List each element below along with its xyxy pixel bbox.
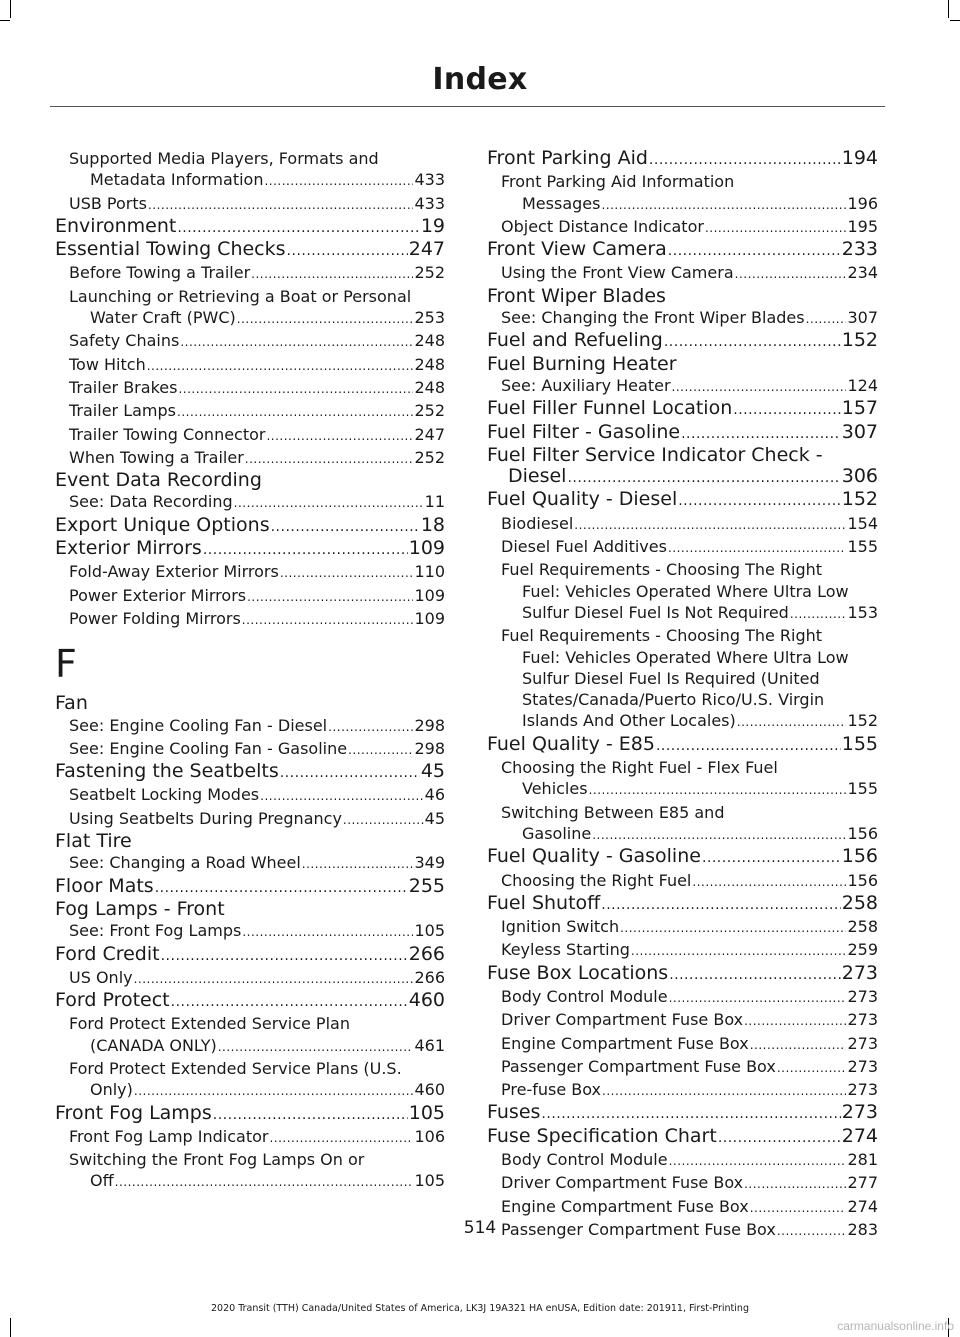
watermark: carmanualsonline.info xyxy=(837,1319,954,1333)
index-entry[interactable]: Fuel Filter - Gasoline ..... 307 xyxy=(487,422,878,445)
index-subentry[interactable]: States/Canada/Puerto Rico/U.S. Virgin xyxy=(522,690,825,710)
index-subentry[interactable]: Body Control Module ..... 281 xyxy=(487,1149,878,1172)
index-subentry[interactable]: USB Ports ..... 433 xyxy=(55,193,445,216)
index-entry[interactable]: Fuel Quality - E85 ..... 155 xyxy=(487,734,878,757)
index-subentry[interactable]: Engine Compartment Fuse Box ..... 274 xyxy=(487,1196,878,1219)
index-subentry[interactable]: Driver Compartment Fuse Box ..... 273 xyxy=(487,1009,878,1032)
index-entry[interactable]: Exterior Mirrors ..... 109 xyxy=(55,538,445,561)
index-subentry[interactable]: Trailer Brakes ..... 248 xyxy=(55,377,445,400)
index-subentry[interactable]: Passenger Compartment Fuse Box ..... 283 xyxy=(487,1219,878,1242)
index-subentry[interactable]: Front Parking Aid Information xyxy=(501,172,735,192)
index-entry[interactable]: Floor Mats ..... 255 xyxy=(55,876,445,899)
index-subentry[interactable]: Fuel Requirements - Choosing The Right xyxy=(501,560,823,580)
index-subentry[interactable]: When Towing a Trailer ..... 252 xyxy=(55,447,445,470)
index-subentry[interactable]: Safety Chains ..... 248 xyxy=(55,330,445,353)
index-entry[interactable]: Ford Credit ..... 266 xyxy=(55,944,445,967)
index-entry[interactable]: Front View Camera ..... 233 xyxy=(487,239,878,262)
index-subentry[interactable]: Seatbelt Locking Modes ..... 46 xyxy=(55,784,445,807)
index-subentry[interactable]: Engine Compartment Fuse Box ..... 273 xyxy=(487,1033,878,1056)
index-entry[interactable]: Fuel Burning Heater xyxy=(487,352,677,375)
index-subentry[interactable]: Ford Protect Extended Service Plan xyxy=(69,1014,350,1034)
index-subentry[interactable]: See: Engine Cooling Fan - Diesel ..... 298 xyxy=(55,715,445,738)
index-subentry[interactable]: Fuel: Vehicles Operated Where Ultra Low xyxy=(522,647,849,667)
index-entry[interactable]: Fastening the Seatbelts ..... 45 xyxy=(55,761,445,784)
index-subentry[interactable]: Choosing the Right Fuel ..... 156 xyxy=(487,870,878,893)
index-subentry[interactable]: Driver Compartment Fuse Box ..... 277 xyxy=(487,1172,878,1195)
index-subentry[interactable]: Passenger Compartment Fuse Box ..... 273 xyxy=(487,1056,878,1079)
index-entry[interactable]: Front Parking Aid ..... 194 xyxy=(487,148,878,171)
index-subentry[interactable]: Trailer Towing Connector ..... 247 xyxy=(55,424,445,447)
index-entry[interactable]: Front Wiper Blades xyxy=(487,284,666,307)
index-subentry[interactable]: Supported Media Players, Formats and xyxy=(69,149,379,168)
index-subentry[interactable]: US Only ..... 266 xyxy=(55,967,445,990)
index-subentry[interactable]: Off ..... 105 xyxy=(55,1170,445,1193)
index-subentry[interactable]: Power Exterior Mirrors ..... 109 xyxy=(55,585,445,608)
index-subentry[interactable]: Before Towing a Trailer ..... 252 xyxy=(55,262,445,285)
index-subentry[interactable]: Fuel Requirements - Choosing The Right xyxy=(501,626,823,646)
page-number: 514 xyxy=(463,1218,497,1238)
index-entry[interactable]: Flat Tire xyxy=(55,830,132,853)
crop-mark xyxy=(10,1318,11,1337)
index-entry[interactable]: Fuel Filter Service Indicator Check - xyxy=(487,443,823,466)
crop-mark xyxy=(950,20,960,21)
index-subentry[interactable]: Metadata Information ..... 433 xyxy=(55,169,445,192)
index-subentry[interactable]: Fuel: Vehicles Operated Where Ultra Low xyxy=(522,581,849,601)
index-entry[interactable]: Essential Towing Checks ..... 247 xyxy=(55,239,445,262)
index-subentry[interactable]: Tow Hitch ..... 248 xyxy=(55,354,445,377)
index-subentry[interactable]: Sulfur Diesel Fuel Is Required (United xyxy=(522,668,820,688)
index-subentry[interactable]: See: Data Recording ..... 11 xyxy=(55,491,445,514)
index-subentry[interactable]: Trailer Lamps ..... 252 xyxy=(55,400,445,423)
index-entry[interactable]: Fuse Box Locations ..... 273 xyxy=(487,963,878,986)
index-subentry[interactable]: Water Craft (PWC) ..... 253 xyxy=(55,307,445,330)
index-subentry[interactable]: Diesel Fuel Additives ..... 155 xyxy=(487,536,878,559)
index-subentry[interactable]: Choosing the Right Fuel - Flex Fuel xyxy=(501,758,778,778)
index-subentry[interactable]: See: Changing a Road Wheel ..... 349 xyxy=(55,852,445,875)
index-subentry[interactable]: Keyless Starting ..... 259 xyxy=(487,939,878,962)
crop-mark xyxy=(0,20,10,21)
index-subentry[interactable]: Power Folding Mirrors ..... 109 xyxy=(55,608,445,631)
index-subentry[interactable]: Ford Protect Extended Service Plans (U.S. xyxy=(69,1058,402,1078)
index-entry[interactable]: Fuel Quality - Diesel ..... 152 xyxy=(487,489,878,512)
index-entry[interactable]: Event Data Recording xyxy=(55,469,262,492)
index-column-right xyxy=(487,148,878,1242)
section-letter: F xyxy=(55,642,77,687)
index-subentry[interactable]: (CANADA ONLY) ..... 461 xyxy=(55,1035,445,1058)
index-subentry[interactable]: Gasoline ..... 156 xyxy=(487,823,878,846)
index-subentry[interactable]: Vehicles ..... 155 xyxy=(487,778,878,801)
index-entry[interactable]: Fan xyxy=(55,692,88,715)
index-subentry[interactable]: Launching or Retrieving a Boat or Personal xyxy=(69,286,412,306)
crop-mark xyxy=(10,0,11,18)
index-subentry[interactable]: Only) ..... 460 xyxy=(55,1079,445,1102)
index-subentry[interactable]: Ignition Switch ..... 258 xyxy=(487,916,878,939)
index-subentry[interactable]: Object Distance Indicator ..... 195 xyxy=(487,216,878,239)
index-subentry[interactable]: Switching the Front Fog Lamps On or xyxy=(69,1150,365,1170)
index-subentry[interactable]: See: Front Fog Lamps ..... 105 xyxy=(55,920,445,943)
index-entry[interactable]: Fuel Filler Funnel Location ..... 157 xyxy=(487,398,878,421)
index-subentry[interactable]: Using the Front View Camera ..... 234 xyxy=(487,262,878,285)
header-divider xyxy=(50,106,885,107)
index-subentry[interactable]: Messages ..... 196 xyxy=(487,193,878,216)
index-entry[interactable]: Fuse Specification Chart ..... 274 xyxy=(487,1126,878,1149)
index-entry[interactable]: Ford Protect ..... 460 xyxy=(55,990,445,1013)
index-subentry[interactable]: Fold-Away Exterior Mirrors ..... 110 xyxy=(55,561,445,584)
page-title: Index xyxy=(432,62,528,97)
index-subentry[interactable]: See: Engine Cooling Fan - Gasoline ..... 298 xyxy=(55,738,445,761)
crop-mark xyxy=(948,0,949,18)
index-entry[interactable]: Fog Lamps - Front xyxy=(55,897,225,920)
index-entry[interactable]: Front Fog Lamps ..... 105 xyxy=(55,1103,445,1126)
index-subentry[interactable]: See: Auxiliary Heater ..... 124 xyxy=(487,375,878,398)
index-entry[interactable]: Fuel Quality - Gasoline ..... 156 xyxy=(487,846,878,869)
index-subentry[interactable]: Switching Between E85 and xyxy=(501,802,725,822)
index-subentry[interactable]: See: Changing the Front Wiper Blades ..... 307 xyxy=(487,307,878,330)
index-subentry[interactable]: Front Fog Lamp Indicator ..... 106 xyxy=(55,1126,445,1149)
index-entry[interactable]: Diesel ..... 306 xyxy=(487,466,878,489)
footer-edition-text: 2020 Transit (TTH) Canada/United States of America, LK3J 19A321 HA enUSA, Edition date: 201911, First-Printing xyxy=(211,1303,749,1314)
index-subentry[interactable]: Biodiesel ..... 154 xyxy=(487,513,878,536)
index-subentry[interactable]: Sulfur Diesel Fuel Is Not Required ..... 153 xyxy=(487,602,878,625)
index-entry[interactable]: Export Unique Options ..... 18 xyxy=(55,515,445,538)
index-subentry[interactable]: Body Control Module ..... 273 xyxy=(487,986,878,1009)
index-entry[interactable]: Fuses ..... 273 xyxy=(487,1102,878,1125)
index-entry[interactable]: Environment ..... 19 xyxy=(55,216,445,239)
index-entry[interactable]: Fuel and Refueling ..... 152 xyxy=(487,330,878,353)
index-subentry[interactable]: Using Seatbelts During Pregnancy ..... 45 xyxy=(55,808,445,831)
index-column-left xyxy=(55,148,445,1194)
index-entry[interactable]: Fuel Shutoff ..... 258 xyxy=(487,893,878,916)
index-subentry[interactable]: Pre-fuse Box ..... 273 xyxy=(487,1079,878,1102)
index-subentry[interactable]: Islands And Other Locales) ..... 152 xyxy=(487,710,878,733)
